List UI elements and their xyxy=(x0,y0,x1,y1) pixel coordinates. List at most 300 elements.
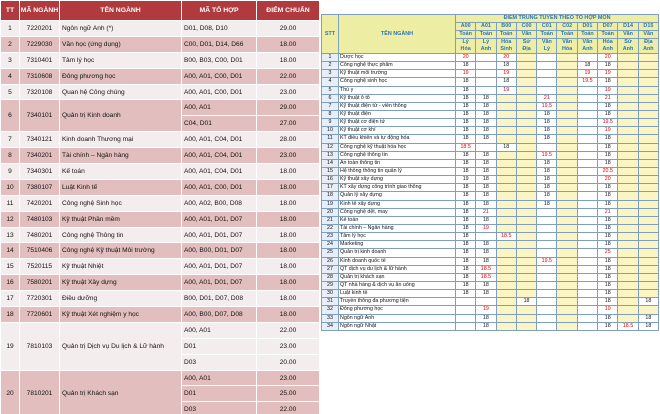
cell-diem: 18.00 xyxy=(257,179,320,195)
cell-score xyxy=(577,94,597,102)
cell-score xyxy=(557,224,577,232)
cell-score xyxy=(516,192,536,200)
group-code-header: A01 xyxy=(476,23,496,31)
cell-score: 18 xyxy=(598,265,618,273)
cell-score xyxy=(577,143,597,151)
cell-score: 18.5 xyxy=(476,265,496,273)
cell-score xyxy=(537,208,557,216)
left-header-cell: MÃ NGÀNH xyxy=(20,1,60,21)
cell-score xyxy=(496,102,516,110)
table-row xyxy=(322,216,659,224)
cell-score: 18 xyxy=(537,119,557,127)
cell-score xyxy=(557,233,577,241)
table-row xyxy=(1,322,320,338)
cell-score: 18 xyxy=(456,290,476,298)
cell-tt: 14 xyxy=(1,243,20,259)
cell-score: 18 xyxy=(537,135,557,143)
subject-2: Lý xyxy=(462,39,469,45)
cell-tt: 11 xyxy=(1,195,20,211)
group-code-header: C01 xyxy=(537,23,557,31)
cell-score xyxy=(618,110,638,118)
group-code-header: D15 xyxy=(638,23,658,31)
cell-score: 18 xyxy=(456,200,476,208)
subject-header: Văn xyxy=(638,31,658,39)
cell-score: 18 xyxy=(638,322,658,330)
cell-score: 21 xyxy=(598,94,618,102)
cell-score xyxy=(618,257,638,265)
cell-ten: Kinh doanh Thương mại xyxy=(60,132,182,148)
subject-header: Toán xyxy=(557,31,577,39)
cell-score xyxy=(618,314,638,322)
cell-score xyxy=(496,306,516,314)
table-row xyxy=(322,159,659,167)
group-code-header: A00 xyxy=(456,23,476,31)
cell-diem: 29.00 xyxy=(257,100,320,116)
cell-ten: Kỹ thuật Xét nghiệm y học xyxy=(60,307,182,323)
table-row xyxy=(1,84,320,100)
cell-score: 18 xyxy=(476,127,496,135)
cell-ten: Kỹ thuật Nhiệt xyxy=(60,259,182,275)
table-row xyxy=(1,275,320,291)
cell-score xyxy=(577,110,597,118)
cell-score xyxy=(537,143,557,151)
cell-score xyxy=(496,200,516,208)
table-row xyxy=(1,36,320,52)
cell-ten: Điều dưỡng xyxy=(60,291,182,307)
cell-score xyxy=(476,70,496,78)
left-header-cell: TÊN NGÀNH xyxy=(60,1,182,21)
cell-tt: 19 xyxy=(1,322,20,370)
cell-tohop: A00, A01, D01, D07 xyxy=(182,211,257,227)
cell-score: 18 xyxy=(456,86,476,94)
cell-score: 18 xyxy=(476,200,496,208)
cell-name: Kỹ thuật ô tô xyxy=(339,94,456,102)
cell-diem: 18.00 xyxy=(257,52,320,68)
cell-score xyxy=(496,135,516,143)
cell-diem: 18.00 xyxy=(257,307,320,323)
cell-score xyxy=(618,143,638,151)
cell-score: 18 xyxy=(577,62,597,70)
table-row xyxy=(322,102,659,110)
cell-score xyxy=(537,290,557,298)
table-row xyxy=(322,127,659,135)
cell-score xyxy=(557,94,577,102)
cell-tt: 3 xyxy=(1,52,20,68)
cell-score xyxy=(496,208,516,216)
table-row xyxy=(322,78,659,86)
cell-score xyxy=(618,94,638,102)
cell-score: 18 xyxy=(598,224,618,232)
cell-tt: 18 xyxy=(1,307,20,323)
cell-score xyxy=(618,290,638,298)
cell-score: 18 xyxy=(476,192,496,200)
table-row xyxy=(1,100,320,116)
cell-score xyxy=(516,216,536,224)
table-row xyxy=(1,148,320,164)
score-by-subject-group-table xyxy=(321,14,659,331)
cell-score xyxy=(618,224,638,232)
cell-score xyxy=(496,281,516,289)
cell-score xyxy=(618,281,638,289)
cell-score xyxy=(516,322,536,330)
cell-tt: 13 xyxy=(1,227,20,243)
cell-score: 19.5 xyxy=(537,151,557,159)
cell-score xyxy=(496,290,516,298)
cell-score xyxy=(496,119,516,127)
cell-score: 19.5 xyxy=(537,257,557,265)
cell-score xyxy=(618,102,638,110)
subject-header: Toán xyxy=(496,31,516,39)
cell-stt: 16 xyxy=(322,176,339,184)
cell-score xyxy=(638,127,658,135)
cell-score: 18 xyxy=(456,119,476,127)
cell-score xyxy=(618,62,638,70)
cell-score xyxy=(557,62,577,70)
table-row xyxy=(322,70,659,78)
subject-header xyxy=(456,39,476,54)
cell-score xyxy=(577,290,597,298)
cell-score: 18 xyxy=(598,290,618,298)
cell-score xyxy=(537,78,557,86)
cell-tt: 6 xyxy=(1,100,20,132)
cell-score: 18 xyxy=(476,322,496,330)
cell-score: 19.5 xyxy=(537,102,557,110)
cell-score: 18 xyxy=(456,167,476,175)
cell-name: Kỹ thuật điện xyxy=(339,110,456,118)
cell-score xyxy=(516,306,536,314)
table-row xyxy=(322,298,659,306)
cell-score xyxy=(577,86,597,94)
cell-score: 19 xyxy=(476,224,496,232)
cell-score: 20 xyxy=(456,54,476,62)
cell-ma: 7810103 xyxy=(20,322,60,370)
cell-score: 18 xyxy=(638,298,658,306)
cell-score xyxy=(638,54,658,62)
cell-ma: 7580201 xyxy=(20,275,60,291)
table-row xyxy=(322,241,659,249)
table-row xyxy=(322,224,659,232)
cell-diem: 23.00 xyxy=(257,370,320,386)
cell-tohop: B00, D01, D07, D08 xyxy=(182,291,257,307)
cell-score: 18 xyxy=(476,257,496,265)
cell-ten: Quản trị Dịch vụ Du lịch & Lữ hành xyxy=(60,322,182,370)
cell-score: 18 xyxy=(598,62,618,70)
cell-diem: 23.00 xyxy=(257,338,320,354)
cell-score xyxy=(638,257,658,265)
cell-ma: 7310608 xyxy=(20,68,60,84)
cell-score xyxy=(557,216,577,224)
cell-diem: 18.00 xyxy=(257,275,320,291)
table-row xyxy=(322,167,659,175)
cell-score: 18 xyxy=(598,78,618,86)
cell-stt: 12 xyxy=(322,143,339,151)
cell-tt: 16 xyxy=(1,275,20,291)
left-header-cell: TT xyxy=(1,1,20,21)
cell-score: 18 xyxy=(476,102,496,110)
cell-score: 19 xyxy=(476,306,496,314)
cell-score: 19 xyxy=(577,70,597,78)
cell-name: QT dịch vụ du lịch & lữ hành xyxy=(339,265,456,273)
table-row xyxy=(322,135,659,143)
cell-score: 18 xyxy=(476,241,496,249)
cell-score xyxy=(638,78,658,86)
cell-ten: Quản trị Kinh doanh xyxy=(60,100,182,132)
cell-score: 18.5 xyxy=(456,143,476,151)
cell-tohop: A00, A01, D01, D07 xyxy=(182,275,257,291)
cell-stt: 17 xyxy=(322,184,339,192)
cell-score xyxy=(618,208,638,216)
cell-score: 18 xyxy=(537,200,557,208)
cell-score xyxy=(496,224,516,232)
cell-score xyxy=(476,62,496,70)
cell-score: 19 xyxy=(598,70,618,78)
table-row xyxy=(322,184,659,192)
cell-name: Dược học xyxy=(339,54,456,62)
cell-ten: Quan hệ Công chúng xyxy=(60,84,182,100)
cell-score xyxy=(577,119,597,127)
cell-ma: 7520115 xyxy=(20,259,60,275)
cell-score: 18 xyxy=(496,62,516,70)
subject-3: Lý xyxy=(543,46,550,52)
cell-score: 18.5 xyxy=(476,273,496,281)
cell-tohop: D01, D08, D10 xyxy=(182,21,257,37)
cell-tohop: A00, B00, D07, D08 xyxy=(182,307,257,323)
cell-score: 18 xyxy=(476,281,496,289)
cell-tohop: A00, A01, C00, D01 xyxy=(182,68,257,84)
subject-3: Hóa xyxy=(562,46,573,52)
group-code-header: C00 xyxy=(516,23,536,31)
cell-score: 18 xyxy=(456,241,476,249)
cell-score xyxy=(638,233,658,241)
cell-name: QT nhà hàng & dịch vụ ăn uống xyxy=(339,281,456,289)
cell-tohop: A00, A01, D01, D07 xyxy=(182,259,257,275)
cell-score xyxy=(618,265,638,273)
cell-score: 18 xyxy=(598,192,618,200)
cell-score xyxy=(557,314,577,322)
cell-score xyxy=(577,200,597,208)
group-code-header: B00 xyxy=(496,23,516,31)
subject-header xyxy=(476,39,496,54)
cell-stt: 28 xyxy=(322,273,339,281)
subject-2: Sử xyxy=(522,39,531,45)
cell-score xyxy=(557,78,577,86)
cell-score: 18 xyxy=(537,192,557,200)
table-row xyxy=(322,200,659,208)
cell-score xyxy=(577,208,597,216)
cell-score xyxy=(577,224,597,232)
cell-ma: 7720301 xyxy=(20,291,60,307)
cell-name: Kỹ thuật cơ điện tử xyxy=(339,119,456,127)
subject-2: Hóa xyxy=(501,39,512,45)
cell-stt: 29 xyxy=(322,281,339,289)
cell-score xyxy=(638,192,658,200)
cell-name: Đông phương học xyxy=(339,306,456,314)
cell-ten: Công nghệ Kỹ thuật Môi trường xyxy=(60,243,182,259)
cell-stt: 10 xyxy=(322,127,339,135)
cell-score: 18 xyxy=(456,159,476,167)
table-row xyxy=(322,62,659,70)
cell-score: 20 xyxy=(598,176,618,184)
subject-header xyxy=(638,39,658,54)
cell-score xyxy=(557,167,577,175)
cell-score xyxy=(537,306,557,314)
table-row xyxy=(322,322,659,330)
cell-score: 19 xyxy=(456,176,476,184)
cell-score xyxy=(557,70,577,78)
cell-tohop: A00, A01, C04, D01 xyxy=(182,132,257,148)
table-row xyxy=(322,151,659,159)
cell-score xyxy=(496,94,516,102)
subject-header: Toán xyxy=(598,31,618,39)
cell-score xyxy=(638,265,658,273)
subject-2: Văn xyxy=(582,39,593,45)
cell-tt: 12 xyxy=(1,211,20,227)
cell-score xyxy=(557,306,577,314)
table-row xyxy=(1,195,320,211)
cell-score: 19 xyxy=(496,70,516,78)
cell-ten: Ngôn ngữ Anh (*) xyxy=(60,21,182,37)
cell-stt: 7 xyxy=(322,102,339,110)
subject-header xyxy=(577,39,597,54)
cell-diem: 28.00 xyxy=(257,132,320,148)
cell-name: Kinh tế xây dựng xyxy=(339,200,456,208)
cell-score: 18 xyxy=(598,216,618,224)
cell-score xyxy=(577,298,597,306)
cell-score: 19 xyxy=(598,306,618,314)
cell-score xyxy=(516,159,536,167)
subject-3: Sinh xyxy=(500,46,513,52)
cell-score: 18 xyxy=(456,273,476,281)
cell-stt: 20 xyxy=(322,208,339,216)
cell-score xyxy=(638,306,658,314)
cell-score: 18 xyxy=(476,184,496,192)
cell-stt: 11 xyxy=(322,135,339,143)
table-row xyxy=(322,94,659,102)
cell-score: 19 xyxy=(496,86,516,94)
cell-score xyxy=(496,159,516,167)
cell-diem: 20.00 xyxy=(257,354,320,370)
group-code-header: D14 xyxy=(618,23,638,31)
cell-score xyxy=(577,151,597,159)
cell-score: 18 xyxy=(476,94,496,102)
cell-tt: 7 xyxy=(1,132,20,148)
cell-score: 18 xyxy=(476,151,496,159)
cell-score xyxy=(537,314,557,322)
cell-ma: 7340301 xyxy=(20,164,60,180)
cell-name: Kỹ thuật cơ khí xyxy=(339,127,456,135)
cell-tohop: D03 xyxy=(182,354,257,370)
subject-3: Hóa xyxy=(460,46,471,52)
cell-score xyxy=(577,159,597,167)
cell-score xyxy=(496,314,516,322)
cell-score: 18 xyxy=(476,290,496,298)
cell-score xyxy=(516,86,536,94)
cell-score xyxy=(577,176,597,184)
cell-name: Tâm lý học xyxy=(339,233,456,241)
cell-score xyxy=(577,127,597,135)
cell-score xyxy=(516,62,536,70)
cell-name: Ngôn ngữ Anh xyxy=(339,314,456,322)
cell-name: Truyền thông đa phương tiện xyxy=(339,298,456,306)
cell-score xyxy=(618,184,638,192)
cell-score: 18 xyxy=(516,298,536,306)
cell-score xyxy=(537,249,557,257)
cell-score xyxy=(618,200,638,208)
table-row xyxy=(322,257,659,265)
cell-score xyxy=(516,167,536,175)
cell-ma: 7340121 xyxy=(20,132,60,148)
cell-name: Công nghệ thông tin xyxy=(339,151,456,159)
cell-score xyxy=(638,224,658,232)
cell-name: Hệ thống thông tin quản lý xyxy=(339,167,456,175)
cell-score xyxy=(638,167,658,175)
cell-score xyxy=(638,273,658,281)
cell-name: Kế toán xyxy=(339,216,456,224)
cell-score: 18 xyxy=(456,224,476,232)
cell-tt: 9 xyxy=(1,164,20,180)
cell-ten: Quản trị Khách sạn xyxy=(60,370,182,414)
cell-name: Công nghệ dệt, may xyxy=(339,208,456,216)
cell-score: 18 xyxy=(598,257,618,265)
cell-tohop: A00, A01 xyxy=(182,100,257,116)
header-name: TÊN NGÀNH xyxy=(339,15,456,54)
cell-score xyxy=(638,110,658,118)
subject-3: Anh xyxy=(480,46,492,52)
cell-score xyxy=(638,86,658,94)
cell-diem: 18.00 xyxy=(257,211,320,227)
subject-header xyxy=(618,39,638,54)
cell-score xyxy=(496,249,516,257)
cell-ma: 7510406 xyxy=(20,243,60,259)
subject-header: Văn xyxy=(618,31,638,39)
subject-header xyxy=(496,39,516,54)
subject-2: Văn xyxy=(562,39,573,45)
cell-score xyxy=(577,322,597,330)
cell-score xyxy=(557,241,577,249)
cell-score xyxy=(557,257,577,265)
cell-score xyxy=(476,143,496,151)
table-row xyxy=(322,290,659,298)
cell-diem: 22.00 xyxy=(257,402,320,414)
subject-header xyxy=(516,39,536,54)
left-header-cell: MÃ TỔ HỢP xyxy=(182,1,257,21)
table-row xyxy=(1,291,320,307)
table-row xyxy=(1,21,320,37)
cell-ten: Tài chính – Ngân hàng xyxy=(60,148,182,164)
cell-score xyxy=(476,233,496,241)
cell-ma: 7340101 xyxy=(20,100,60,132)
cell-score: 18 xyxy=(598,151,618,159)
cell-score: 18 xyxy=(537,127,557,135)
cell-score xyxy=(618,306,638,314)
cell-score xyxy=(516,102,536,110)
left-header-cell: ĐIỂM CHUẨN xyxy=(257,1,320,21)
cell-score xyxy=(577,233,597,241)
cell-score xyxy=(557,184,577,192)
cell-score xyxy=(638,208,658,216)
cell-stt: 27 xyxy=(322,265,339,273)
cell-score xyxy=(516,135,536,143)
subject-2: Văn xyxy=(541,39,552,45)
cell-score xyxy=(537,273,557,281)
cell-ten: Tâm lý học xyxy=(60,52,182,68)
cell-score: 18 xyxy=(456,94,476,102)
cell-score: 18 xyxy=(537,167,557,175)
cell-tohop: A00, A01, C00, D01 xyxy=(182,84,257,100)
cell-score: 18.5 xyxy=(496,233,516,241)
cell-tohop: B00, B03, C00, D01 xyxy=(182,52,257,68)
table-row xyxy=(1,259,320,275)
